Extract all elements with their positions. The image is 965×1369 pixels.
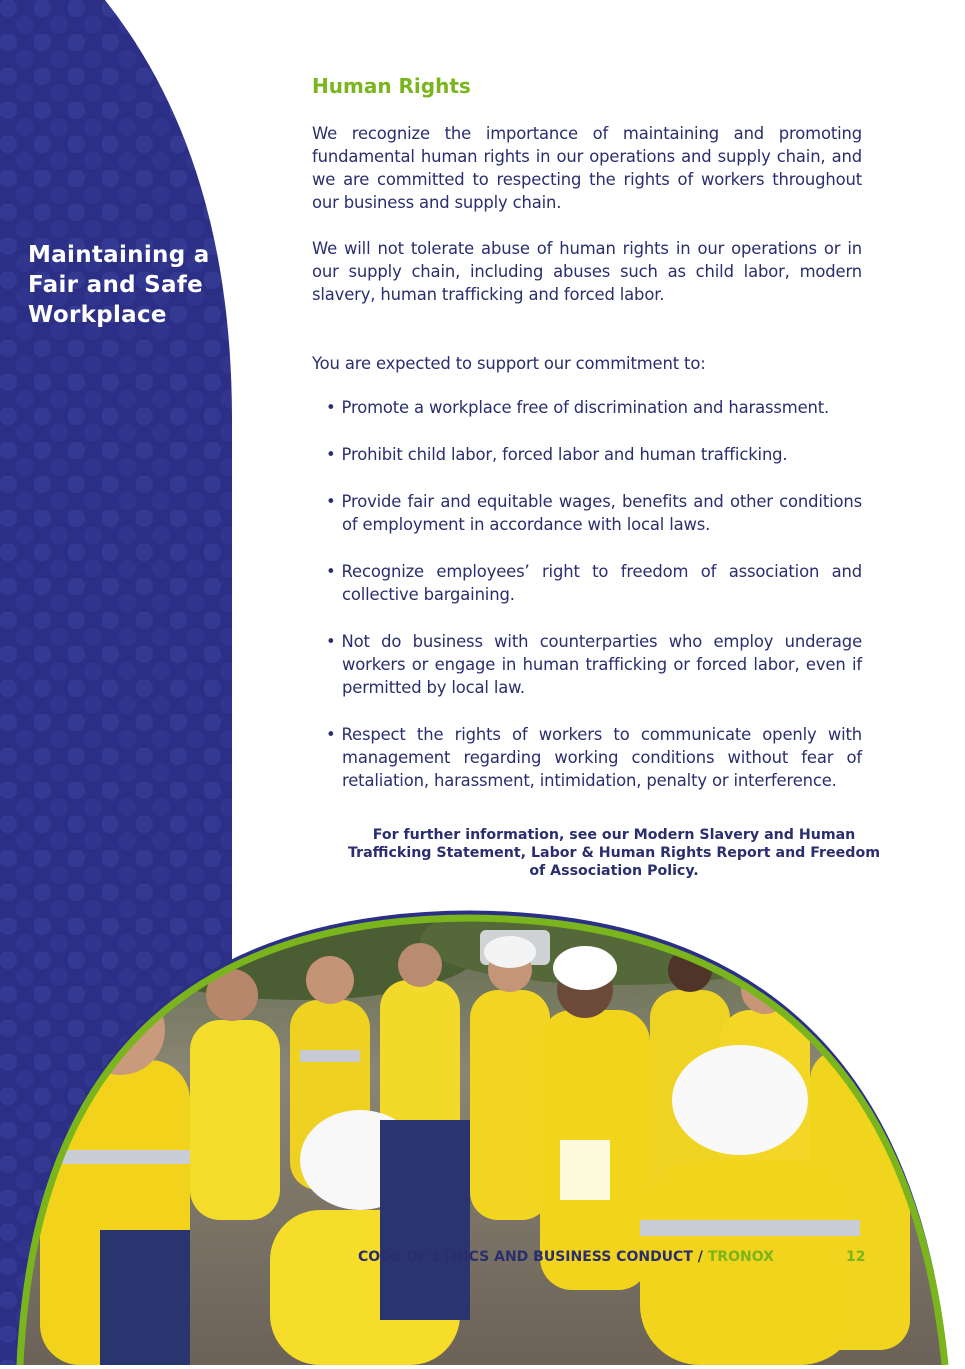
bullet-icon: • <box>326 398 336 417</box>
bullet-icon: • <box>326 562 336 581</box>
main-content <box>312 74 862 816</box>
bullet-icon: • <box>326 632 336 651</box>
page-number: 12 <box>846 1249 866 1265</box>
section-title: Maintaining a Fair and Safe Workplace <box>28 242 210 328</box>
page-heading: Human Rights <box>312 74 471 98</box>
paragraph-commitment: We recognize the importance of maintaining and promoting fundamental human rights in our operations and supply chain, and we are committed to respecting the rights of workers throughout our business and supply chain. <box>312 124 862 212</box>
list-item: • Recognize employees’ right to freedom of association and collective bargaining. <box>326 562 862 604</box>
bullet-icon: • <box>326 445 336 464</box>
further-information-note: For further information, see our Modern Slavery and Human Trafficking Statement, Labor & Human Rights Report and Freedom of Association Policy. <box>347 827 880 879</box>
list-item: • Prohibit child labor, forced labor and human trafficking. <box>326 445 788 464</box>
footer-title <box>358 1249 774 1265</box>
footer-brand: TRONOX <box>707 1249 774 1265</box>
list-item: • Not do business with counterparties who employ underage workers or engage in human trafficking or forced labor, even if permitted by local law. <box>326 632 862 697</box>
list-item: • Promote a workplace free of discrimination and harassment. <box>326 398 830 417</box>
paragraph-no-tolerance: We will not tolerate abuse of human rights in our operations or in our supply chain, including abuses such as child labor, modern slavery, human trafficking and forced labor. <box>312 239 862 304</box>
bullet-icon: • <box>326 492 336 511</box>
list-item: • Respect the rights of workers to communicate openly with management regarding working conditions without fear of retaliation, harassment, intimidation, penalty or interference. <box>326 725 862 790</box>
team-photo <box>0 910 965 1365</box>
footer-doc-title: CODE OF ETHICS AND BUSINESS CONDUCT / <box>358 1249 703 1265</box>
commitment-list <box>312 396 862 792</box>
bullet-icon: • <box>326 725 336 744</box>
list-item: • Provide fair and equitable wages, benefits and other conditions of employment in accordance with local laws. <box>326 492 862 534</box>
photo-illustration <box>0 910 965 1365</box>
paragraph-intro: You are expected to support our commitment to: <box>312 354 706 373</box>
